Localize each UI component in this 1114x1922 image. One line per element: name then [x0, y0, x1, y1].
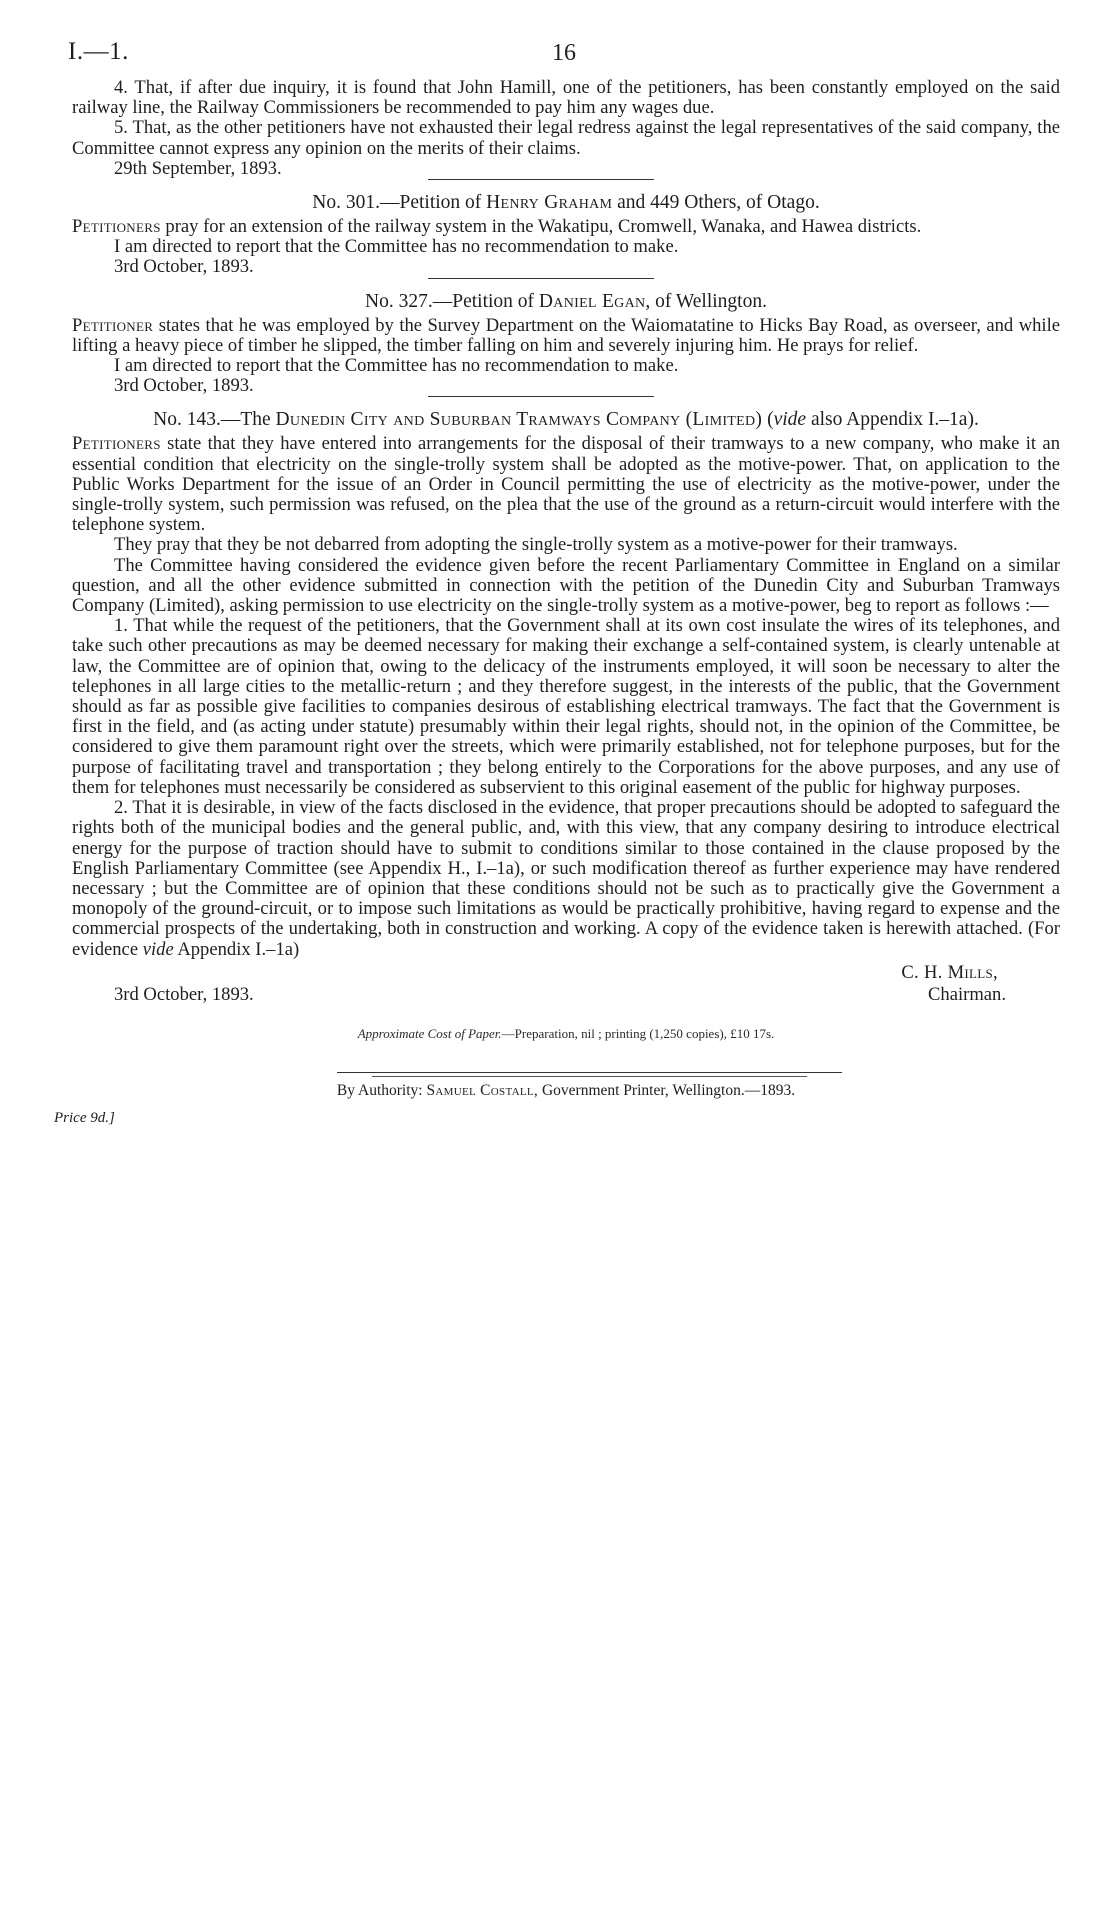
- divider: [428, 278, 654, 279]
- page-footer: [54, 1072, 1060, 1152]
- petitioner-name: Daniel Egan: [538, 290, 646, 312]
- petition-301-heading: No. 301.—Petition of Henry Graham and 449 Others, of Otago.: [312, 192, 820, 214]
- paragraph-4: 4. That, if after due inquiry, it is found that John Hamill, one of the petitioners, has been constantly employed on the said railway line, the Railway Commissioners be recommended to pay him any wages due.: [72, 77, 1060, 119]
- signature-block: [72, 962, 1060, 1008]
- petition-143-body: Petitioners state that they have entered into arrangements for the disposal of their tramways to a new company, who make it an essential condition that electricity on the single-trolly system shall be adopted as the motive-power. That, on application to the Public Works Department for the issue of an Order in Council permitting the use of electricity as the motive-power, under the single-trolly system, such permission was refused, on the plea that the use of the ground as a return-circuit would interfere with the telephone system.: [72, 433, 1060, 536]
- document-page: [54, 38, 1061, 1152]
- petition-301-report: I am directed to report that the Committee has no recommendation to make.: [114, 236, 679, 258]
- chairman-name: C. H. Mills,: [901, 961, 998, 983]
- printer-authority: By Authority: Samuel Costall, Government Printer, Wellington.—1893.: [336, 1081, 796, 1099]
- report-date: 29th September, 1893.: [114, 157, 282, 179]
- petition-301-date: 3rd October, 1893.: [114, 256, 254, 278]
- signature-date: 3rd October, 1893.: [114, 983, 254, 1005]
- company-name: Dunedin City and Suburban Tramways Company (Limited): [275, 409, 763, 431]
- footer-rule: [372, 1076, 807, 1077]
- cost-of-paper-note: Approximate Cost of Paper.—Preparation, nil ; printing (1,250 copies), £10 17s.: [357, 1025, 775, 1041]
- document-reference: I.—1.: [68, 38, 129, 65]
- petitioner-name: Henry Graham: [486, 192, 613, 214]
- footer-rule: [337, 1072, 842, 1073]
- chairman-title: Chairman.: [928, 983, 1006, 1005]
- printer-name: Samuel Costall,: [426, 1081, 539, 1099]
- page-header: [68, 38, 1060, 78]
- petition-327-body: Petitioner states that he was employed by the Survey Department on the Waiomatatine to Hicks Bay Road, as overseer, and while lifting a heavy piece of timber he slipped, the timber falling on him and severely injuring him. He prays for relief.: [72, 314, 1061, 356]
- divider: [428, 179, 654, 180]
- price-note: Price 9d.]: [54, 1109, 115, 1126]
- petition-143-prayer: They pray that they be not debarred from adopting the single-trolly system as a motive-power for their tramways.: [114, 534, 958, 556]
- petition-327-report: I am directed to report that the Committee has no recommendation to make.: [114, 355, 679, 377]
- petition-327-date: 3rd October, 1893.: [114, 375, 254, 397]
- recommendation-1: 1. That while the request of the petitioners, that the Government shall at its own cost insulate the wires of its telephones, and take such other precautions as may be deemed necessary for making their exchange a self-contained system, is clearly untenable at law, the Committee are of opinion that, owing to the delicacy of the instruments employed, it will soon be necessary to alter the telephones in all large cities to the metallic-return ; and they therefore suggest, in the interests of the public, that the Government should as far as possible give facilities to companies desirous of establishing electrical tramways. The fact that the Government is first in the field, and (as acting under statute) presumably within their legal rights, should not, in the opinion of the Committee, be considered to give them paramount right over the streets, which were primarily established, not for telephone purposes, but for the purpose of facilitating travel and transportation ; they belong entirely to the Corporations for the above purposes, and any use of them for telephones must necessarily be considered as subservient to this original easement of the public for highway purposes.: [72, 615, 1060, 798]
- page-number: 16: [552, 40, 576, 66]
- committee-consideration: The Committee having considered the evidence given before the recent Parliamentary Committee in England on a similar question, and all the other evidence submitted in connection with the petition of the Dunedin City and Suburban Tramways Company (Limited), asking permission to use electricity on the single-trolly system as a motive-power, beg to report as follows :—: [72, 554, 1060, 617]
- petition-301-body: Petitioners pray for an extension of the railway system in the Wakatipu, Cromwell, Wanaka, and Hawea districts.: [72, 216, 922, 238]
- paragraph-5: 5. That, as the other petitioners have not exhausted their legal redress against the legal representatives of the said company, the Committee cannot express any opinion on the merits of their claims.: [72, 117, 1060, 159]
- divider: [428, 396, 654, 397]
- recommendation-2: 2. That it is desirable, in view of the facts disclosed in the evidence, that proper precautions should be adopted to safeguard the rights both of the municipal bodies and the general public, and, with this view, that any company desiring to introduce electrical energy for the purpose of traction should have to submit to conditions similar to those contained in the clause proposed by the English Parliamentary Committee (see Appendix H., I.–1a), or such modification thereof as further experience may have rendered necessary ; but the Committee are of opinion that these conditions should not be such as to practically give the Government a monopoly of the ground-circuit, or to impose such limitations as would be practically prohibitive, having regard to expense and the commercial prospects of the undertaking, both in construction and working. A copy of the evidence taken is herewith attached. (For evidence vide Appendix I.–1a): [72, 797, 1060, 960]
- petition-143-heading: No. 143.—The Dunedin City and Suburban Tramways Company (Limited) (vide also Appendix I.–1a).: [153, 409, 979, 431]
- petition-327-heading: No. 327.—Petition of Daniel Egan, of Wellington.: [365, 290, 767, 312]
